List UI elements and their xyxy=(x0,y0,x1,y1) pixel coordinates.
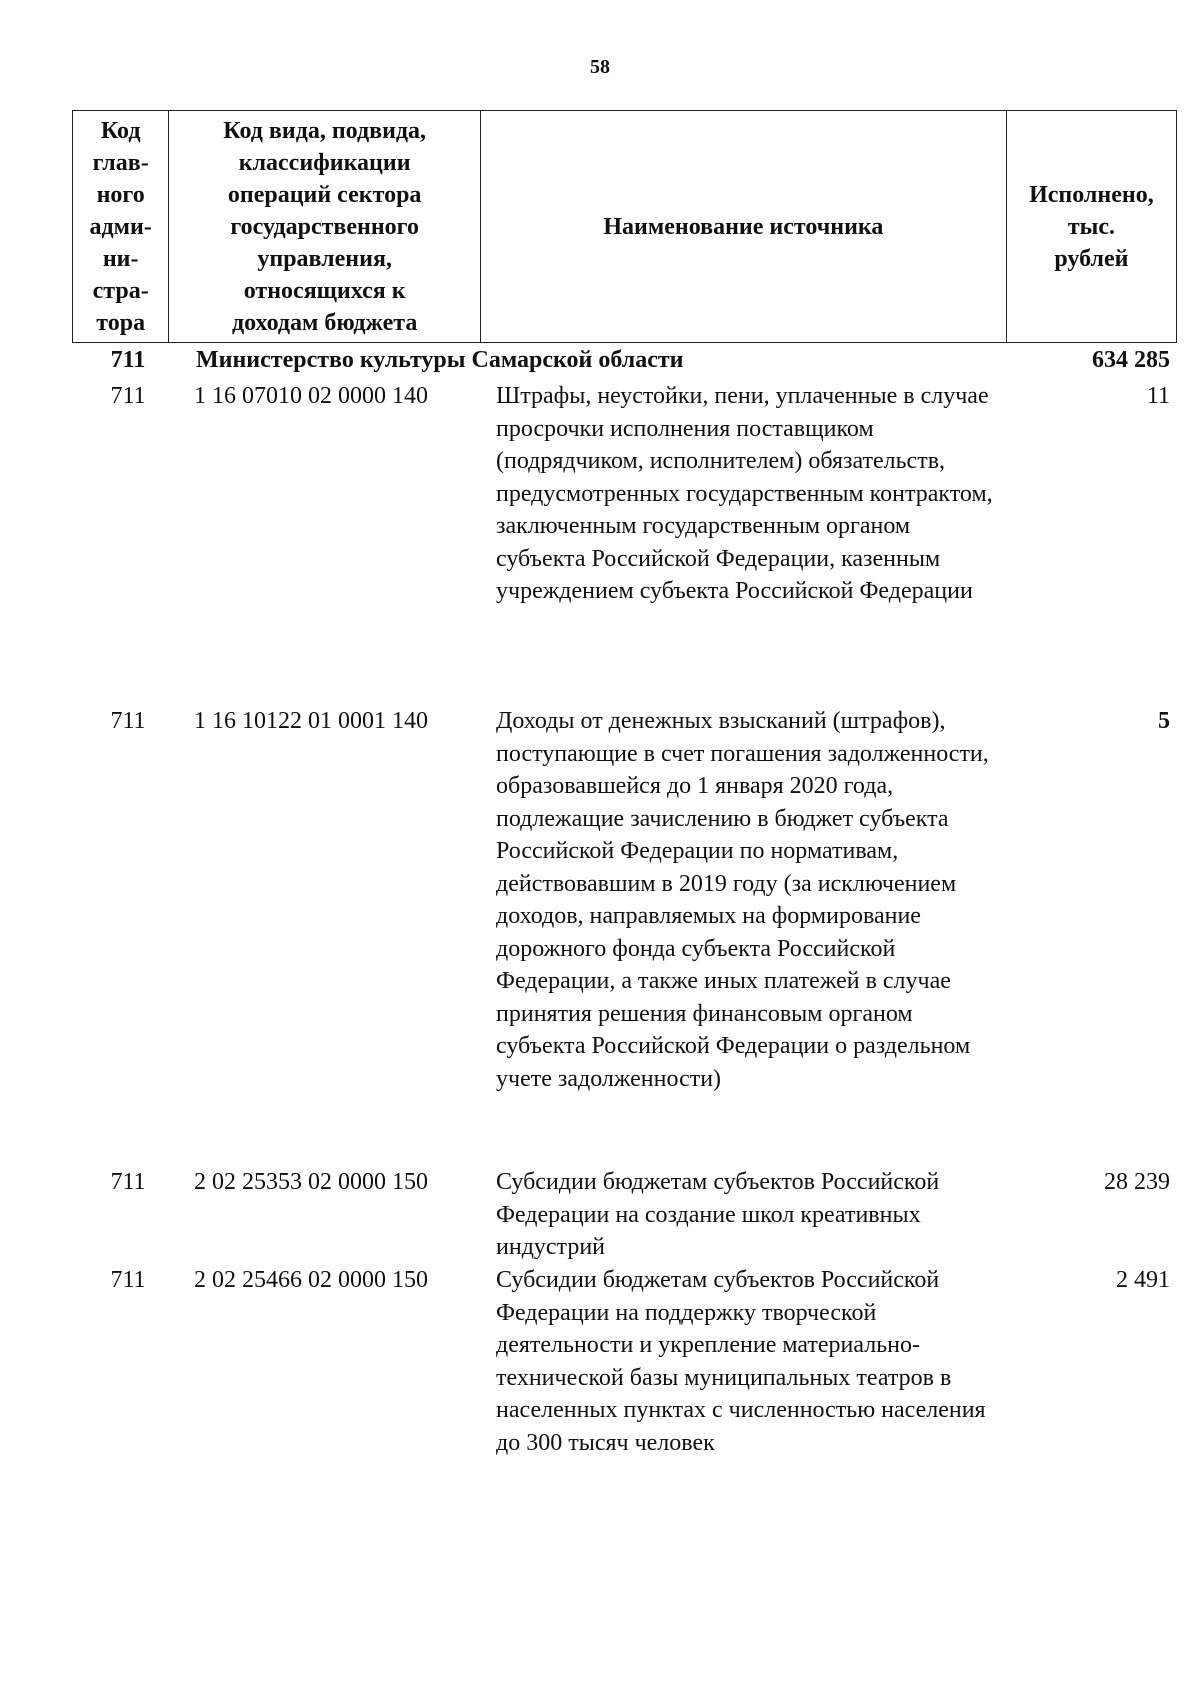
admin-code-cell: 711 xyxy=(110,1267,146,1293)
header-row xyxy=(73,111,1177,343)
admin-code-cell: 711 xyxy=(110,708,146,734)
source-name-cell: Субсидии бюджетам субъектов Российской Федерации на поддержку творческой деятельности и укрепление материально-технической базы муниципальных театров в населенных пунктах с численностью населения до 300 тысяч человек xyxy=(496,1267,986,1456)
table-header xyxy=(72,110,1177,343)
header-source-name: Наименование источника xyxy=(480,111,1006,343)
amount-cell: 5 xyxy=(1158,708,1170,734)
classification-code-cell: 2 02 25353 02 0000 150 xyxy=(194,1169,428,1195)
ministry-admin-code: 711 xyxy=(110,347,146,373)
ministry-group-row xyxy=(72,344,1177,376)
ministry-total-amount: 634 285 xyxy=(1092,347,1170,373)
source-name-cell: Штрафы, неустойки, пени, уплаченные в случае просрочки исполнения поставщиком (подрядчиком, исполнителем) обязательств, предусмотренных государственным контрактом, заключенным государственным органом субъекта Российской Федерации, казенным учреждением субъекта Российской Федерации xyxy=(496,383,993,604)
amount-cell: 2 491 xyxy=(1116,1267,1170,1293)
classification-code-cell: 1 16 07010 02 0000 140 xyxy=(194,383,428,409)
admin-code-cell: 711 xyxy=(110,1169,146,1195)
classification-code-cell: 1 16 10122 01 0001 140 xyxy=(194,708,428,734)
source-name-cell: Субсидии бюджетам субъектов Российской Федерации на создание школ креативных индустрий xyxy=(496,1169,940,1260)
ministry-name: Министерство культуры Самарской области xyxy=(196,347,684,373)
header-classification-code: Код вида, подвида, классификации операций сектора государственного управления, относящихся к доходам бюджета xyxy=(169,111,481,343)
page-number: 58 xyxy=(590,56,610,78)
amount-cell: 28 239 xyxy=(1104,1169,1170,1195)
header-admin-code: Код глав- ного адми- ни- стра- тора xyxy=(73,111,169,343)
header-executed-amount: Исполнено, тыс. рублей xyxy=(1006,111,1176,343)
source-name-cell: Доходы от денежных взысканий (штрафов), поступающие в счет погашения задолженности, образовавшейся до 1 января 2020 года, подлежащие зачислению в бюджет субъекта Российской Федерации по нормативам, действовавшим в 2019 году (за исключением доходов, направляемых на формирование дорожного фонда субъекта Российской Федерации, а также иных платежей в случае принятия решения финансовым органом субъекта Российской Федерации о раздельном учете задолженности) xyxy=(496,708,989,1092)
classification-code-cell: 2 02 25466 02 0000 150 xyxy=(194,1267,428,1293)
admin-code-cell: 711 xyxy=(110,383,146,409)
amount-cell: 11 xyxy=(1146,383,1170,409)
